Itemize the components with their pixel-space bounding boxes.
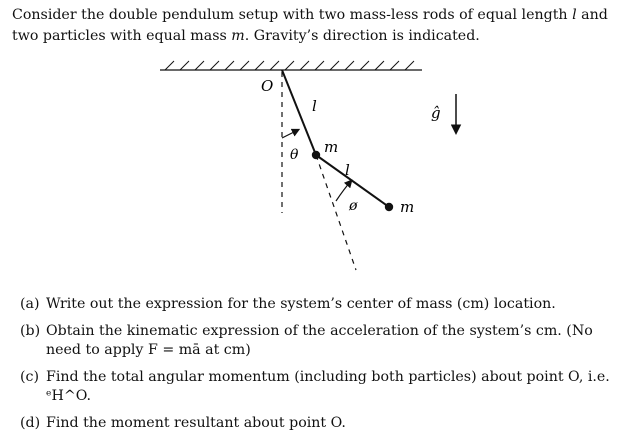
question-c — [20, 368, 620, 406]
question-text: Write out the expression for the system’s center of mass (cm) location. — [46, 296, 556, 312]
intro-mass-symbol: m — [231, 28, 245, 44]
question-text: Find the total angular momentum (including both particles) about point O, i.e. ᵉH^O. — [46, 369, 610, 404]
origin-label: O — [261, 77, 274, 95]
problem-statement — [12, 5, 620, 47]
question-b — [20, 322, 620, 360]
intro-text-1: Consider the double pendulum setup with two mass-less rods of equal length — [12, 7, 573, 23]
question-label: (c) — [20, 369, 40, 385]
mass-2 — [385, 203, 393, 211]
intro-text-2: and two particles with equal mass — [12, 7, 608, 44]
theta-label: θ — [290, 147, 299, 163]
question-text: Find the moment resultant about point O. — [46, 415, 346, 431]
gravity-label: ĝ — [431, 104, 441, 122]
theta-angle-arc — [282, 130, 298, 138]
question-text: Obtain the kinematic expression of the acceleration of the system’s cm. (No need to apply F = mā at cm) — [46, 323, 593, 358]
upper-length-label: l — [312, 97, 317, 115]
ceiling-support — [160, 61, 422, 70]
upper-rod — [282, 70, 316, 155]
intro-length-symbol: l — [572, 7, 577, 23]
phi-label: ø — [349, 198, 358, 214]
question-label: (d) — [20, 415, 41, 431]
mass-1 — [312, 151, 320, 159]
mass-2-label: m — [400, 198, 415, 216]
intro-text-3: . Gravity’s direction is indicated. — [244, 28, 480, 44]
lower-length-label: l — [345, 161, 350, 179]
question-label: (a) — [20, 296, 40, 312]
mass-1-label: m — [324, 138, 339, 156]
question-a — [20, 295, 620, 314]
question-d — [20, 414, 620, 433]
question-list — [20, 295, 620, 441]
double-pendulum-diagram — [150, 58, 480, 278]
question-label: (b) — [20, 323, 41, 339]
